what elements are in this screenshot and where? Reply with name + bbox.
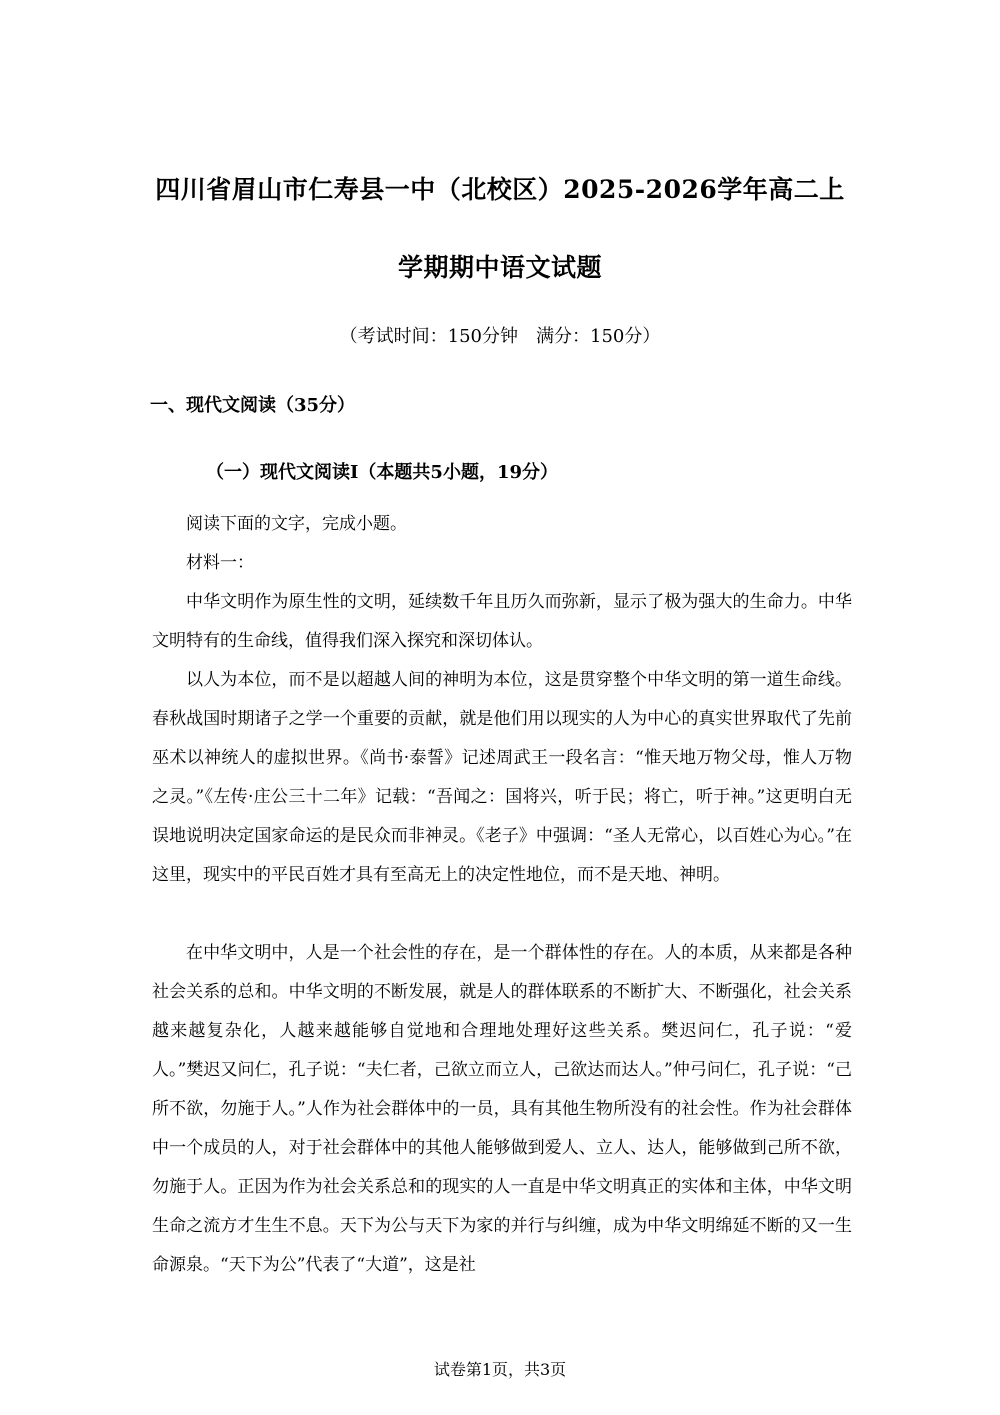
material-label: 材料一： xyxy=(186,553,254,573)
exam-title-line-2: 学期期中语文试题 xyxy=(397,253,602,282)
paragraph-3: 在中华文明中，人是一个社会性的存在，是一个群体性的存在。人的本质，从来都是各种社会关系的总和。中华文明的不断发展，就是人的群体联系的不断扩大、不断强化，社会关系越来越复杂化，人越来越能够自觉地和合理地处理好这些关系。樊迟问仁，孔子说：“爱人。”樊迟又问仁，孔子说：“夫仁者，己欲立而立人，己欲达而达人。”仲弓问仁，孔子说：“己所不欲，勿施于人。”人作为社会群体中的一员，具有其他生物所没有的社会性。作为社会群体中一个成员的人，对于社会群体中的其他人能够做到爱人、立人、达人，能够做到己所不欲，勿施于人。正因为作为社会关系总和的现实的人一直是中华文明真正的实体和主体，中华文明生命之流方才生生不息。天下为公与天下为家的并行与纠缠，成为中华文明绵延不断的又一生命源泉。“天下为公”代表了“大道”，这是社 xyxy=(152,943,852,1275)
paragraph-2: 以人为本位，而不是以超越人间的神明为本位，这是贯穿整个中华文明的第一道生命线。春秋战国时期诸子之学一个重要的贡献，就是他们用以现实的人为中心的真实世界取代了先前巫术以神统人的虚拟世界。《尚书·泰誓》记述周武王一段名言：“惟天地万物父母，惟人万物之灵。”《左传·庄公三十二年》记载：“吾闻之：国将兴，听于民；将亡，听于神。”这更明白无误地说明决定国家命运的是民众而非神灵。《老子》中强调：“圣人无常心，以百姓心为心。”在这里，现实中的平民百姓才具有至高无上的决定性地位，而不是天地、神明。 xyxy=(152,670,852,885)
page-footer: 试卷第1页，共3页 xyxy=(433,1360,567,1379)
reading-instruction: 阅读下面的文字，完成小题。 xyxy=(186,514,407,534)
exam-time-and-score: （考试时间：150分钟 满分：150分） xyxy=(339,326,661,347)
subsection-heading: （一）现代文阅读Ⅰ（本题共5小题，19分） xyxy=(206,462,558,483)
exam-title-line-1: 四川省眉山市仁寿县一中（北校区）2025-2026学年高二上 xyxy=(155,175,845,204)
paragraph-1: 中华文明作为原生性的文明，延续数千年且历久而弥新，显示了极为强大的生命力。中华文明特有的生命线，值得我们深入探究和深切体认。 xyxy=(152,592,852,651)
section-heading: 一、现代文阅读（35分） xyxy=(150,395,356,416)
